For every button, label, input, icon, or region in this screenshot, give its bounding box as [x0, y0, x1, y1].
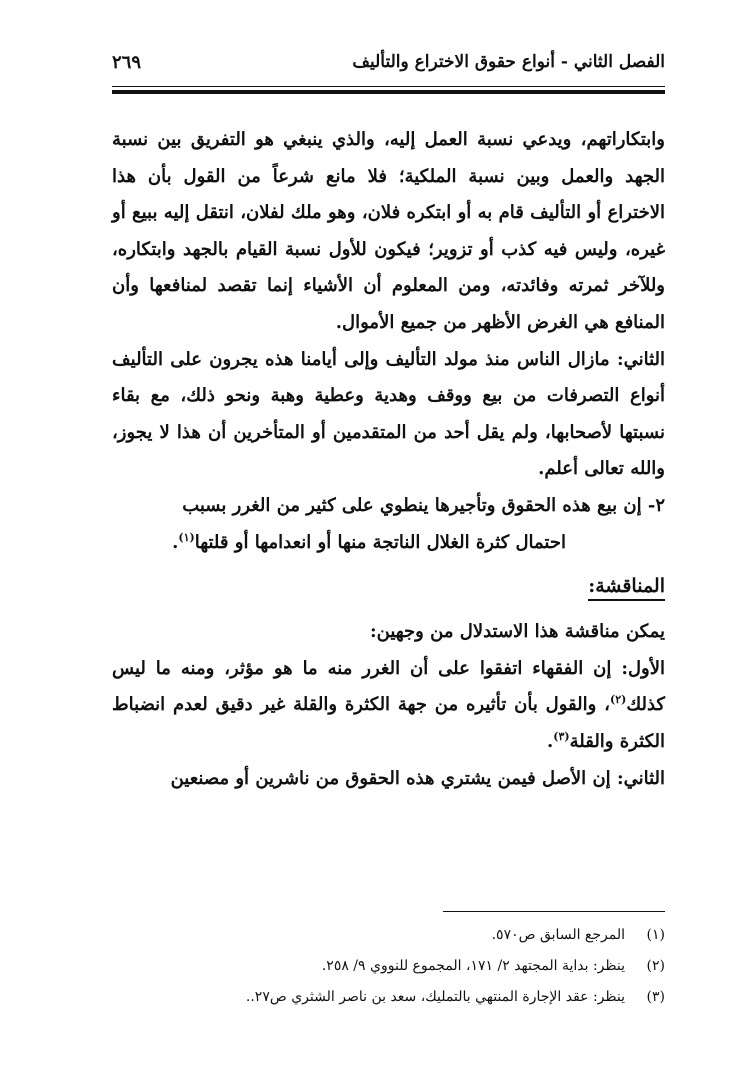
footnote — [112, 989, 665, 1020]
paragraph-text: ، والقول بأن تأثيره من جهة الكثرة والقلة غير دقيق لعدم انضباط الكثرة والقلة — [112, 694, 665, 752]
paragraph-text: وابتكاراتهم، ويدعي نسبة العمل إليه، والذي ينبغي هو التفريق بين نسبة الجهد والعمل وبين نسبة الملكية؛ فلا مانع شرعاً من القول بأن هذا الاختراع أو التأليف قام به أو ابتكره فلان، وهو ملك لفلان، انتقل إليه ببيع أو غيره، وليس فيه كذب أو تزوير؛ فيكون للأول نسبة القيام بالجهد وابتكاره، وللآخر ثمرته وفائدته، ومن المعلوم أن الأشياء إنما تقصد لمنافعها وأن المنافع هي الغرض الأظهر من جميع الأموال. — [112, 129, 665, 333]
paragraph-text: مازال الناس منذ مولد التأليف وإلى أيامنا هذه يجرون على التأليف أنواع التصرفات من بيع ووقف وهدية وعطية وهبة ونحو ذلك، مع بقاء نسبتها لأصحابها، ولم يقل أحد من المتقدمين أو المتأخرين أن هذا لا يجوز، والله تعالى أعلم. — [112, 348, 665, 480]
footnote-number: (٢) — [646, 958, 665, 974]
item-text: احتمال كثرة الغلال الناتجة منها أو انعدامها أو قلتها — [194, 531, 566, 553]
point-label: الثاني: — [616, 348, 665, 370]
header-rule-thick — [112, 90, 665, 94]
footnote-number: (٣) — [646, 989, 665, 1005]
footnotes — [112, 927, 665, 1020]
paragraph-continuation — [112, 122, 665, 342]
footnote-text: ينظر: بداية المجتهد ٢/ ١٧١، المجموع للنووي ٩/ ٢٥٨. — [321, 958, 625, 974]
numbered-item-2 — [112, 488, 665, 525]
footnote-text: ينظر: عقد الإجارة المنتهي بالتمليك، سعد بن ناصر الشثري ص٢٧.. — [245, 989, 625, 1005]
paragraph-text: إن الأصل فيمن يشتري هذه الحقوق من ناشرين أو مصنعين — [170, 767, 617, 789]
item-text: إن بيع هذه الحقوق وتأجيرها ينطوي على كثير من الغرر بسبب — [182, 494, 648, 516]
section-heading: المناقشة: — [588, 575, 665, 601]
footnote-separator — [443, 911, 665, 912]
discussion-intro — [112, 614, 665, 651]
numbered-item-2-continued — [112, 525, 566, 562]
paragraph-text: يمكن مناقشة هذا الاستدلال من وجهين: — [369, 621, 665, 643]
chapter-title: الفصل الثاني - أنواع حقوق الاختراع والتأليف — [352, 52, 665, 72]
point-label: الأول: — [621, 657, 665, 679]
page-number: ٢٦٩ — [112, 52, 142, 73]
header-rule-thin — [112, 86, 665, 87]
footnote-text: المرجع السابق ص٥٧٠. — [491, 927, 625, 943]
paragraph-second-aspect — [112, 761, 665, 798]
footnote — [112, 927, 665, 958]
point-label: الثاني: — [616, 767, 665, 789]
footnote-ref[interactable]: (٣) — [553, 729, 570, 743]
footnote-number: (١) — [646, 927, 665, 943]
running-header — [112, 52, 665, 86]
paragraph-text: إن الفقهاء اتفقوا على أن الغرر منه ما هو مؤثر، ومنه ما ليس كذلك — [112, 657, 665, 716]
footnote-ref[interactable]: (١) — [178, 530, 195, 544]
footnote — [112, 958, 665, 989]
item-number: ٢- — [647, 494, 665, 516]
paragraph-first-aspect — [112, 651, 665, 761]
footnote-ref[interactable]: (٢) — [609, 693, 627, 707]
paragraph-second-point — [112, 342, 665, 488]
punctuation: . — [546, 730, 554, 752]
discussion-heading-line — [112, 565, 665, 608]
main-text — [112, 122, 665, 797]
punctuation: . — [172, 531, 179, 553]
